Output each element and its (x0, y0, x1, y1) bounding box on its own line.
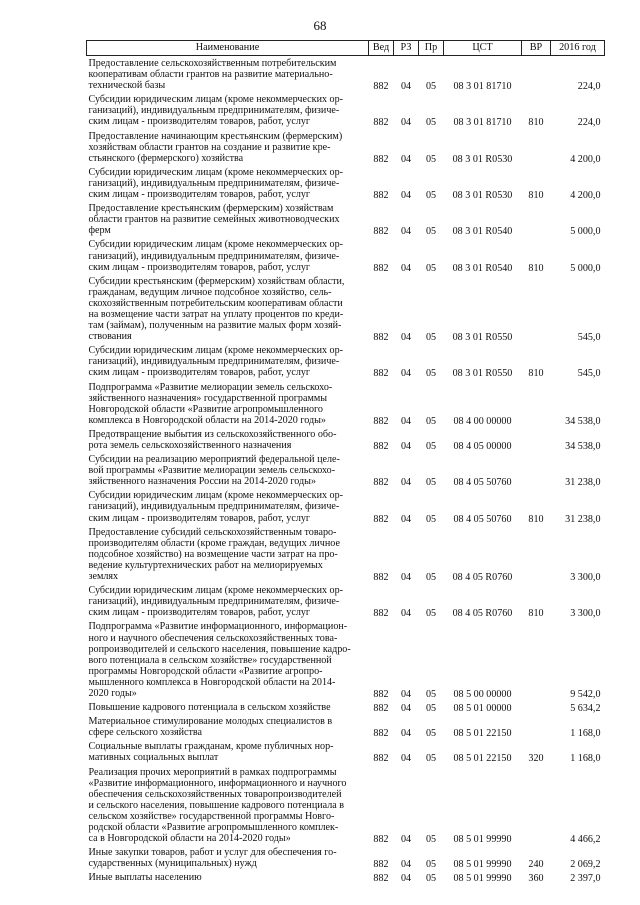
row-amount: 4 200,0 (570, 190, 601, 202)
row-pr: 05 (425, 190, 437, 202)
row-name (87, 427, 369, 452)
row-pr: 05 (425, 859, 437, 871)
row-cst: 08 4 00 00000 (453, 415, 512, 427)
row-ved: 882 (373, 153, 389, 165)
row-name-text: Субсидии на реализацию мероприятий федеральной целе- вой программы «Развитие мелиорации земель сельскохо- зяйственного назначения России на 2014-2020 годы» (88, 454, 340, 488)
row-name (87, 845, 369, 870)
row-name-text: Предоставление субсидий сельскохозяйственным товаро- производителям области (кроме граждан, ведущих личное подсобное хозяйство) на возмещение части затрат на про- ведение культуртехнических работ на мелиорируемых землях (88, 526, 340, 583)
row-amount: 4 466,2 (570, 834, 601, 846)
row-amount: 9 542,0 (570, 688, 601, 700)
row-ved: 882 (373, 81, 389, 93)
row-name-text: Социальные выплаты гражданам, кроме публичных нор- мативных социальных выплат (88, 741, 334, 764)
row-vr (522, 525, 551, 583)
row-rz: 04 (400, 477, 412, 489)
row-vr (522, 56, 551, 93)
row-rz: 04 (400, 190, 412, 202)
row-rz: 04 (400, 441, 412, 452)
row-cst: 08 3 01 81710 (453, 81, 512, 93)
header-ved: Вед (369, 41, 394, 56)
row-cst: 08 4 05 R0760 (452, 572, 513, 584)
row-name (87, 619, 369, 700)
header-year: 2016 год (551, 41, 605, 56)
table-row (87, 343, 605, 379)
row-vr (522, 765, 551, 846)
row-name (87, 525, 369, 583)
table-row (87, 870, 605, 884)
row-cst: 08 5 01 99990 (453, 834, 512, 846)
row-ved: 882 (373, 441, 389, 452)
row-cst: 08 3 01 R0550 (452, 332, 513, 344)
row-ved: 882 (373, 477, 389, 489)
row-pr: 05 (425, 81, 437, 93)
row-name-text: Предоставление начинающим крестьянским (фермерским) хозяйствам области грантов на создание и развитие кре- стьянского (фермерского) хозяйства (88, 130, 343, 164)
row-name-text: Иные выплаты населению (88, 872, 202, 884)
row-vr: 320 (528, 753, 544, 765)
row-cst: 08 3 01 R0540 (452, 262, 513, 274)
row-amount: 5 000,0 (570, 226, 601, 238)
row-name (87, 237, 369, 273)
row-rz: 04 (400, 513, 412, 525)
table-row (87, 129, 605, 165)
row-rz: 04 (400, 728, 412, 740)
row-amount: 5 634,2 (570, 703, 601, 715)
row-pr: 05 (425, 441, 437, 452)
row-cst: 08 3 01 R0530 (452, 190, 513, 202)
row-pr: 05 (425, 368, 437, 380)
row-amount: 31 238,0 (565, 513, 601, 525)
table-header-row (87, 41, 605, 56)
row-name (87, 700, 369, 714)
row-name-text: Субсидии юридическим лицам (кроме некоммерческих ор- ганизаций), индивидуальным предпринимателям, физиче- ским лицам - производителям товаров, работ, услуг (88, 490, 343, 524)
row-cst: 08 3 01 81710 (453, 117, 512, 129)
page-number: 68 (313, 18, 327, 33)
row-amount: 3 300,0 (570, 608, 601, 620)
row-ved: 882 (373, 688, 389, 700)
row-rz: 04 (400, 572, 412, 584)
row-cst: 08 4 05 R0760 (452, 608, 513, 620)
row-pr: 05 (425, 873, 437, 885)
row-ved: 882 (373, 608, 389, 620)
table-row (87, 583, 605, 619)
table-row (87, 427, 605, 452)
row-name (87, 165, 369, 201)
table-row (87, 619, 605, 700)
row-pr: 05 (425, 703, 437, 715)
row-pr: 05 (425, 117, 437, 129)
row-pr: 05 (425, 262, 437, 274)
header-cst: ЦСТ (444, 41, 522, 56)
row-rz: 04 (400, 332, 412, 344)
row-vr (522, 201, 551, 237)
row-vr: 810 (528, 513, 544, 525)
row-vr: 810 (528, 608, 544, 620)
row-ved: 882 (373, 332, 389, 344)
row-name (87, 583, 369, 619)
row-vr (522, 619, 551, 700)
row-ved: 882 (373, 513, 389, 525)
row-pr: 05 (425, 753, 437, 765)
table-row (87, 488, 605, 524)
row-pr: 05 (425, 608, 437, 620)
row-name-text: Субсидии юридическим лицам (кроме некоммерческих ор- ганизаций), индивидуальным предпринимателям, физиче- ским лицам - производителям товаров, работ, услуг (88, 94, 343, 128)
row-name-text: Подпрограмма «Развитие мелиорации земель сельскохо- зяйственного назначения» государственной программы Новгородской области «Развитие агропромышленного комплекса в Новгородской области на 2014-2020 годы» (88, 381, 333, 426)
row-amount: 224,0 (577, 81, 601, 93)
row-pr: 05 (425, 153, 437, 165)
row-name-text: Материальное стимулирование молодых специалистов в сфере сельского хозяйства (88, 716, 333, 739)
header-rz: РЗ (394, 41, 419, 56)
row-vr: 810 (528, 368, 544, 380)
row-vr: 360 (528, 873, 544, 885)
header-pr: Пр (419, 41, 444, 56)
row-ved: 882 (373, 117, 389, 129)
row-name (87, 488, 369, 524)
row-cst: 08 5 01 99990 (453, 859, 512, 871)
row-rz: 04 (400, 368, 412, 380)
table-row (87, 56, 605, 93)
row-amount: 31 238,0 (565, 477, 601, 489)
table-row (87, 739, 605, 764)
row-rz: 04 (400, 153, 412, 165)
row-rz: 04 (400, 117, 412, 129)
row-amount: 3 300,0 (570, 572, 601, 584)
row-amount: 34 538,0 (565, 415, 601, 427)
row-name-text: Субсидии крестьянским (фермерским) хозяйствам области, гражданам, ведущим личное подсобное хозяйство, сель- скохозяйственным потребительским кооперативам области на возмещение части затрат на уплату процентов по креди- там (займам), полученным на развитие малых форм хозяй- ствования (88, 275, 345, 343)
table-row (87, 700, 605, 714)
table-row (87, 274, 605, 344)
table-row (87, 380, 605, 427)
row-name (87, 56, 369, 93)
row-amount: 224,0 (577, 117, 601, 129)
row-ved: 882 (373, 834, 389, 846)
row-ved: 882 (373, 262, 389, 274)
row-rz: 04 (400, 608, 412, 620)
row-name-text: Предоставление сельскохозяйственным потребительским кооперативам области грантов на развитие материально- технической базы (88, 58, 337, 92)
row-cst: 08 3 01 R0540 (452, 226, 513, 238)
row-pr: 05 (425, 332, 437, 344)
row-ved: 882 (373, 873, 389, 885)
row-vr: 810 (528, 262, 544, 274)
row-rz: 04 (400, 415, 412, 427)
row-ved: 882 (373, 728, 389, 740)
table-row (87, 201, 605, 237)
row-amount: 545,0 (577, 332, 601, 344)
row-vr (522, 129, 551, 165)
row-amount: 34 538,0 (565, 441, 601, 452)
row-cst: 08 4 05 00000 (453, 441, 512, 452)
row-ved: 882 (373, 703, 389, 715)
row-pr: 05 (425, 477, 437, 489)
row-cst: 08 5 00 00000 (453, 688, 512, 700)
row-cst: 08 4 05 50760 (453, 513, 512, 525)
row-name (87, 129, 369, 165)
row-rz: 04 (400, 81, 412, 93)
row-name-text: Субсидии юридическим лицам (кроме некоммерческих ор- ганизаций), индивидуальным предпринимателям, физиче- ским лицам - производителям товаров, работ, услуг (88, 239, 343, 273)
row-amount: 5 000,0 (570, 262, 601, 274)
row-amount: 2 069,2 (570, 859, 601, 871)
table-row (87, 845, 605, 870)
row-amount: 2 397,0 (570, 873, 601, 885)
row-vr: 810 (528, 190, 544, 202)
row-vr (522, 452, 551, 488)
row-vr: 810 (528, 117, 544, 129)
row-rz: 04 (400, 688, 412, 700)
row-pr: 05 (425, 415, 437, 427)
row-name-text: Повышение кадрового потенциала в сельском хозяйстве (88, 702, 331, 714)
row-rz: 04 (400, 226, 412, 238)
row-name (87, 452, 369, 488)
row-name-text: Субсидии юридическим лицам (кроме некоммерческих ор- ганизаций), индивидуальным предпринимателям, физиче- ским лицам - производителям товаров, работ, услуг (88, 166, 343, 201)
row-name-text: Реализация прочих мероприятий в рамках подпрограммы «Развитие информационного, информационного и научного обеспечения сельскохозяйственных товаропроизводителей и сельского населения, повышение кадрового потенциала в сельском хозяйстве» государственной программы Новго- родской области «Развитие агропромышленного комплек- са в Новгородской области на 2014-2020 годы» (88, 766, 347, 845)
row-name (87, 714, 369, 739)
table-row (87, 237, 605, 273)
row-name (87, 870, 369, 884)
row-pr: 05 (425, 226, 437, 238)
row-rz: 04 (400, 859, 412, 871)
row-rz: 04 (400, 873, 412, 885)
table-row (87, 714, 605, 739)
row-cst: 08 3 01 R0530 (452, 153, 513, 165)
row-vr (522, 714, 551, 739)
header-name: Наименование (87, 41, 369, 56)
row-amount: 1 168,0 (570, 728, 601, 740)
row-rz: 04 (400, 262, 412, 274)
row-cst: 08 5 01 99990 (453, 873, 512, 885)
table-row (87, 525, 605, 583)
table-row (87, 92, 605, 128)
row-name (87, 274, 369, 344)
row-vr (522, 380, 551, 427)
header-vr: ВР (522, 41, 551, 56)
row-rz: 04 (400, 703, 412, 715)
row-ved: 882 (373, 415, 389, 427)
row-vr (522, 274, 551, 344)
table-row (87, 165, 605, 201)
row-ved: 882 (373, 859, 389, 871)
row-amount: 1 168,0 (570, 753, 601, 765)
row-pr: 05 (425, 572, 437, 584)
budget-table (86, 40, 605, 884)
table-body (87, 56, 605, 885)
row-ved: 882 (373, 226, 389, 238)
row-pr: 05 (425, 728, 437, 740)
row-name (87, 739, 369, 764)
row-cst: 08 5 01 00000 (453, 703, 512, 715)
row-name-text: Субсидии юридическим лицам (кроме некоммерческих ор- ганизаций), индивидуальным предпринимателям, физиче- ским лицам - производителям товаров, работ, услуг (88, 345, 343, 379)
row-vr (522, 427, 551, 452)
row-rz: 04 (400, 753, 412, 765)
row-amount: 4 200,0 (570, 153, 601, 165)
row-name (87, 92, 369, 128)
row-name (87, 380, 369, 427)
table-row (87, 765, 605, 846)
row-name-text: Подпрограмма «Развитие информационного, информацион- ного и научного обеспечения сельскохозяйственных това- ропроизводителей и сельского населения, повышение кадро- вого потенциала в сельском хозяйстве» государственной программы Новгородской области «Развитие агропро- мышленного комплекса в Новгородской области на 2014- 2020 годы» (88, 621, 351, 699)
row-cst: 08 4 05 50760 (453, 477, 512, 489)
row-vr: 240 (528, 859, 544, 871)
row-ved: 882 (373, 368, 389, 380)
row-name (87, 343, 369, 379)
row-name-text: Иные закупки товаров, работ и услуг для обеспечения го- сударственных (муниципальных) нужд (88, 847, 337, 870)
row-pr: 05 (425, 513, 437, 525)
row-name (87, 201, 369, 237)
row-cst: 08 5 01 22150 (453, 728, 512, 740)
row-pr: 05 (425, 834, 437, 846)
row-name-text: Предотвращение выбытия из сельскохозяйственного обо- рота земель сельскохозяйственного назначения (88, 428, 337, 451)
row-vr (522, 700, 551, 714)
row-cst: 08 5 01 22150 (453, 753, 512, 765)
row-rz: 04 (400, 834, 412, 846)
row-cst: 08 3 01 R0550 (452, 368, 513, 380)
row-ved: 882 (373, 572, 389, 584)
table-row (87, 452, 605, 488)
row-pr: 05 (425, 688, 437, 700)
row-ved: 882 (373, 753, 389, 765)
row-name-text: Предоставление крестьянским (фермерским) хозяйствам области грантов на развитие семейных животноводческих ферм (88, 203, 340, 237)
row-ved: 882 (373, 190, 389, 202)
row-name (87, 765, 369, 846)
row-name-text: Субсидии юридическим лицам (кроме некоммерческих ор- ганизаций), индивидуальным предпринимателям, физиче- ским лицам - производителям товаров, работ, услуг (88, 585, 343, 619)
row-amount: 545,0 (577, 368, 601, 380)
